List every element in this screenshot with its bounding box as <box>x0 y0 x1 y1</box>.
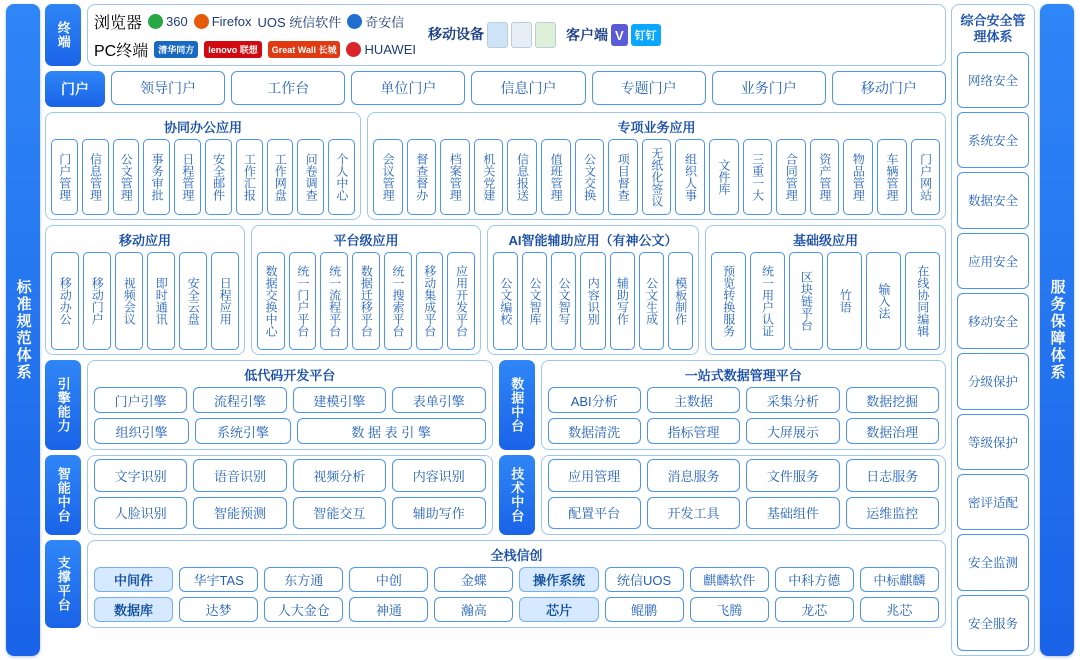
fs-item-9[interactable]: 人大金仓 <box>264 597 343 622</box>
lowcode-item-2[interactable]: 建模引擎 <box>293 387 386 413</box>
left-bar-label: 标准规范体系 <box>14 279 32 381</box>
brand-uos: UOS 统信软件 <box>257 14 342 30</box>
lowcode-panel <box>87 360 493 450</box>
data-item-2[interactable]: 采集分析 <box>746 387 839 413</box>
fs-item-11[interactable]: 瀚高 <box>434 597 513 622</box>
brand-tsinghua <box>154 41 198 58</box>
special-item-11[interactable]: 三重一大 <box>743 139 773 215</box>
data-platform-panel <box>541 360 947 450</box>
terminal-tag-label: 终端 <box>55 21 71 49</box>
security-panel-title: 综合安全管理体系 <box>960 13 1026 45</box>
ai-item-5[interactable]: 公文生成 <box>639 252 664 350</box>
ai-item-6[interactable]: 模板制作 <box>668 252 693 350</box>
data-item-7[interactable]: 数据治理 <box>846 418 939 444</box>
collab-item-4[interactable]: 日程管理 <box>174 139 201 215</box>
tech-middle-row-2 <box>548 497 940 530</box>
right-bar-label: 服务保障体系 <box>1048 279 1066 381</box>
ai-mid-item-1[interactable]: 语音识别 <box>193 459 286 492</box>
special-item-14[interactable]: 物品管理 <box>843 139 873 215</box>
collab-item-3[interactable]: 事务审批 <box>143 139 170 215</box>
basic-app-group <box>705 225 946 355</box>
ai-tech-middle-row <box>45 455 946 535</box>
data-item-6[interactable]: 大屏展示 <box>746 418 839 444</box>
portal-tag <box>45 71 105 107</box>
mobile-item-2[interactable]: 视频会议 <box>115 252 143 350</box>
ai-mid-item-3[interactable]: 内容识别 <box>392 459 485 492</box>
browser-pc-brands <box>94 9 416 62</box>
special-business-items <box>373 139 940 215</box>
terminal-content <box>87 4 946 66</box>
brand-360: 360 <box>148 14 188 29</box>
basic-item-0[interactable]: 预览转换服务 <box>711 252 746 350</box>
security-item-6[interactable]: 等级保护 <box>957 414 1029 470</box>
360-icon <box>148 14 163 29</box>
security-item-0[interactable]: 网络安全 <box>957 52 1029 108</box>
brand-lenovo <box>204 41 262 58</box>
security-item-4[interactable]: 移动安全 <box>957 293 1029 349</box>
ai-item-0[interactable]: 公文编校 <box>493 252 518 350</box>
special-item-9[interactable]: 组织人事 <box>675 139 705 215</box>
platform-app-group <box>251 225 481 355</box>
engine-tag-label: 引擎能力 <box>55 377 71 433</box>
platform-item-3[interactable]: 数据迁移平台 <box>352 252 380 350</box>
collab-item-8[interactable]: 问卷调查 <box>297 139 324 215</box>
ai-item-2[interactable]: 公文智写 <box>551 252 576 350</box>
collab-item-2[interactable]: 公文管理 <box>113 139 140 215</box>
ai-assist-items <box>493 252 693 350</box>
firefox-icon <box>194 14 209 29</box>
collab-item-5[interactable]: 安全邮件 <box>205 139 232 215</box>
portal-tag-label: 门户 <box>61 80 89 97</box>
fs-item-1[interactable]: 东方通 <box>264 567 343 592</box>
tech-middle-panel <box>541 455 947 535</box>
ai-mid-item-4[interactable]: 人脸识别 <box>94 497 187 530</box>
terminal-row <box>45 4 946 66</box>
brand-firefox: Firefox <box>194 14 252 29</box>
data-middle-tag <box>499 360 535 450</box>
platform-item-0[interactable]: 数据交换中心 <box>257 252 285 350</box>
fs-item-8[interactable]: 达梦 <box>179 597 258 622</box>
application-row-1 <box>45 112 946 220</box>
lowcode-item-0[interactable]: 门户引擎 <box>94 387 187 413</box>
basic-item-2[interactable]: 区块链平台 <box>789 252 824 350</box>
platform-item-6[interactable]: 应用开发平台 <box>447 252 475 350</box>
full-stack-row-2 <box>94 597 939 622</box>
ai-item-1[interactable]: 公文智库 <box>522 252 547 350</box>
lowcode-title: 低代码开发平台 <box>244 368 336 383</box>
collab-office-title: 协同办公应用 <box>163 120 242 135</box>
platform-item-2[interactable]: 统一流程平台 <box>320 252 348 350</box>
database-head[interactable]: 数据库 <box>94 597 173 622</box>
basic-app-title: 基础级应用 <box>792 233 858 248</box>
security-item-2[interactable]: 数据安全 <box>957 172 1029 228</box>
chip-head[interactable]: 芯片 <box>519 597 598 622</box>
qianxin-icon <box>347 14 362 29</box>
lowcode-item-3[interactable]: 表单引擎 <box>392 387 485 413</box>
collab-item-0[interactable]: 门户管理 <box>51 139 78 215</box>
security-item-1[interactable]: 系统安全 <box>957 112 1029 168</box>
platform-app-title: 平台级应用 <box>333 233 399 248</box>
support-platform-tag-label: 支撑平台 <box>55 556 71 612</box>
special-item-7[interactable]: 项目督查 <box>608 139 638 215</box>
platform-item-1[interactable]: 统一门户平台 <box>289 252 317 350</box>
mobile-item-0[interactable]: 移动办公 <box>51 252 79 350</box>
special-item-15[interactable]: 车辆管理 <box>877 139 907 215</box>
portal-item-4[interactable]: 专题门户 <box>592 71 706 105</box>
special-item-12[interactable]: 合同管理 <box>776 139 806 215</box>
special-item-2[interactable]: 档案管理 <box>440 139 470 215</box>
platform-app-items <box>257 252 475 350</box>
right-service-bar <box>1040 4 1074 656</box>
full-stack-panel <box>87 540 946 628</box>
basic-item-4[interactable]: 输入法 <box>866 252 901 350</box>
data-item-0[interactable]: ABI分析 <box>548 387 641 413</box>
ai-middle-items <box>94 459 486 529</box>
browser-row <box>94 9 416 34</box>
lenovo-logo: lenovo 联想 <box>204 41 262 58</box>
portal-item-0[interactable]: 领导门户 <box>111 71 225 105</box>
tech-item-2[interactable]: 文件服务 <box>746 459 839 492</box>
tech-item-3[interactable]: 日志服务 <box>846 459 939 492</box>
ai-middle-tag <box>45 455 81 535</box>
special-item-1[interactable]: 督查督办 <box>407 139 437 215</box>
engine-data-row <box>45 360 946 450</box>
data-middle-tag-label: 数据中台 <box>509 377 525 433</box>
data-item-3[interactable]: 数据挖掘 <box>846 387 939 413</box>
special-item-6[interactable]: 公文交换 <box>575 139 605 215</box>
terminal-tag <box>45 4 81 66</box>
fs-item-15[interactable]: 兆芯 <box>860 597 939 622</box>
portal-item-5[interactable]: 业务门户 <box>712 71 826 105</box>
ai-assist-title: AI智能辅助应用（有神公文） <box>508 233 678 248</box>
security-item-5[interactable]: 分级保护 <box>957 353 1029 409</box>
portal-item-3[interactable]: 信息门户 <box>471 71 585 105</box>
tech-item-1[interactable]: 消息服务 <box>647 459 740 492</box>
basic-item-5[interactable]: 在线协同编辑 <box>905 252 940 350</box>
brand-greatwall <box>268 41 341 58</box>
mobile-item-3[interactable]: 即时通讯 <box>147 252 175 350</box>
fs-item-5[interactable]: 麒麟软件 <box>690 567 769 592</box>
ai-item-4[interactable]: 辅助写作 <box>610 252 635 350</box>
ai-mid-item-7[interactable]: 辅助写作 <box>392 497 485 530</box>
huawei-icon <box>346 42 361 57</box>
mobile-item-4[interactable]: 安全云盘 <box>179 252 207 350</box>
special-item-4[interactable]: 信息报送 <box>507 139 537 215</box>
middleware-head[interactable]: 中间件 <box>94 567 173 592</box>
fs-item-14[interactable]: 龙芯 <box>775 597 854 622</box>
special-item-10[interactable]: 文件库 <box>709 139 739 215</box>
data-platform-row-2 <box>548 418 940 444</box>
full-stack-title: 全栈信创 <box>490 548 543 563</box>
collab-office-items <box>51 139 355 215</box>
dingtalk-icon: 钉钉 <box>631 24 661 46</box>
data-platform-title: 一站式数据管理平台 <box>684 368 802 383</box>
tech-middle-row-1 <box>548 459 940 492</box>
brand-qianxin: 奇安信 <box>347 12 404 31</box>
ai-middle-row-2 <box>94 497 486 530</box>
portal-row <box>45 71 946 107</box>
tech-middle-tag-label: 技术中台 <box>509 467 525 523</box>
fs-item-0[interactable]: 华宇TAS <box>179 567 258 592</box>
support-platform-tag <box>45 540 81 628</box>
tech-item-5[interactable]: 开发工具 <box>647 497 740 530</box>
tsinghua-logo: 清华同方 <box>154 41 198 58</box>
ai-mid-item-0[interactable]: 文字识别 <box>94 459 187 492</box>
collab-item-1[interactable]: 信息管理 <box>82 139 109 215</box>
special-item-8[interactable]: 无纸化签议 <box>642 139 672 215</box>
client-label: 客户端 <box>565 27 608 43</box>
brand-huawei: HUAWEI <box>346 42 416 57</box>
phone-icon <box>487 22 508 48</box>
security-item-7[interactable]: 密评适配 <box>957 474 1029 530</box>
tech-item-6[interactable]: 基础组件 <box>746 497 839 530</box>
application-row-2 <box>45 225 946 355</box>
security-item-9[interactable]: 安全服务 <box>957 595 1029 651</box>
special-item-0[interactable]: 会议管理 <box>373 139 403 215</box>
fs-item-3[interactable]: 金蝶 <box>434 567 513 592</box>
ai-mid-item-5[interactable]: 智能预测 <box>193 497 286 530</box>
browser-label: 浏览器 <box>94 14 143 32</box>
fs-item-12[interactable]: 鲲鹏 <box>605 597 684 622</box>
full-stack-row-1 <box>94 567 939 592</box>
mobile-item-5[interactable]: 日程应用 <box>211 252 239 350</box>
fs-item-13[interactable]: 飞腾 <box>690 597 769 622</box>
mobile-item-1[interactable]: 移动门户 <box>83 252 111 350</box>
client-group <box>566 24 661 46</box>
collab-item-7[interactable]: 工作网盘 <box>267 139 294 215</box>
fs-item-6[interactable]: 中科方德 <box>775 567 854 592</box>
full-stack-items <box>94 567 939 622</box>
greatwall-logo: Great Wall 长城 <box>268 41 341 58</box>
tech-item-7[interactable]: 运维监控 <box>846 497 939 530</box>
tablet-icon <box>511 22 532 48</box>
data-platform-row-1 <box>548 387 940 413</box>
mobile-label: 移动设备 <box>427 26 484 43</box>
tech-middle-tag <box>499 455 535 535</box>
pc-label: PC终端 <box>94 42 149 60</box>
mobile-device-group <box>428 22 556 48</box>
ai-middle-panel <box>87 455 493 535</box>
special-business-group <box>367 112 946 220</box>
data-item-1[interactable]: 主数据 <box>647 387 740 413</box>
portal-item-6[interactable]: 移动门户 <box>832 71 946 105</box>
ai-mid-item-2[interactable]: 视频分析 <box>293 459 386 492</box>
basic-item-3[interactable]: 竹语 <box>827 252 862 350</box>
fs-item-7[interactable]: 中标麒麟 <box>860 567 939 592</box>
full-stack-row <box>45 540 946 628</box>
security-panel <box>951 4 1035 656</box>
ai-mid-item-6[interactable]: 智能交互 <box>293 497 386 530</box>
data-item-5[interactable]: 指标管理 <box>647 418 740 444</box>
special-item-16[interactable]: 门户网站 <box>911 139 941 215</box>
portal-item-1[interactable]: 工作台 <box>231 71 345 105</box>
mobile-app-title: 移动应用 <box>118 233 171 248</box>
mobile-app-group <box>45 225 245 355</box>
special-item-13[interactable]: 资产管理 <box>810 139 840 215</box>
lowcode-row-1 <box>94 387 486 413</box>
portal-item-2[interactable]: 单位门户 <box>351 71 465 105</box>
data-item-4[interactable]: 数据清洗 <box>548 418 641 444</box>
fs-item-2[interactable]: 中创 <box>349 567 428 592</box>
special-item-3[interactable]: 机关党建 <box>474 139 504 215</box>
os-head[interactable]: 操作系统 <box>519 567 598 592</box>
center-column <box>45 4 946 656</box>
ai-assist-group <box>487 225 699 355</box>
special-business-title: 专项业务应用 <box>617 120 696 135</box>
pc-row <box>94 37 416 62</box>
lowcode-row-2 <box>94 418 486 444</box>
tech-middle-items <box>548 459 940 529</box>
special-item-5[interactable]: 值班管理 <box>541 139 571 215</box>
tech-item-4[interactable]: 配置平台 <box>548 497 641 530</box>
fs-item-4[interactable]: 统信UOS <box>605 567 684 592</box>
ai-item-3[interactable]: 内容识别 <box>580 252 605 350</box>
pad-icon <box>535 22 556 48</box>
left-standard-bar <box>6 4 40 656</box>
tech-item-0[interactable]: 应用管理 <box>548 459 641 492</box>
lowcode-item-5[interactable]: 系统引擎 <box>195 418 290 444</box>
security-item-3[interactable]: 应用安全 <box>957 233 1029 289</box>
platform-item-4[interactable]: 统一搜索平台 <box>384 252 412 350</box>
lowcode-item-6[interactable]: 数 据 表 引 擎 <box>297 418 486 444</box>
collab-office-group <box>45 112 361 220</box>
basic-app-items <box>711 252 940 350</box>
data-platform-items <box>548 387 940 444</box>
v-app-icon: V <box>611 24 628 46</box>
security-item-8[interactable]: 安全监测 <box>957 534 1029 590</box>
ai-middle-row-1 <box>94 459 486 492</box>
mobile-app-items <box>51 252 239 350</box>
lowcode-item-1[interactable]: 流程引擎 <box>193 387 286 413</box>
fs-item-10[interactable]: 神通 <box>349 597 428 622</box>
basic-item-1[interactable]: 统一用户认证 <box>750 252 785 350</box>
ai-middle-tag-label: 智能中台 <box>55 467 71 523</box>
platform-item-5[interactable]: 移动集成平台 <box>416 252 444 350</box>
collab-item-9[interactable]: 个人中心 <box>328 139 355 215</box>
collab-item-6[interactable]: 工作汇报 <box>236 139 263 215</box>
lowcode-item-4[interactable]: 组织引擎 <box>94 418 189 444</box>
engine-tag <box>45 360 81 450</box>
lowcode-items <box>94 387 486 444</box>
